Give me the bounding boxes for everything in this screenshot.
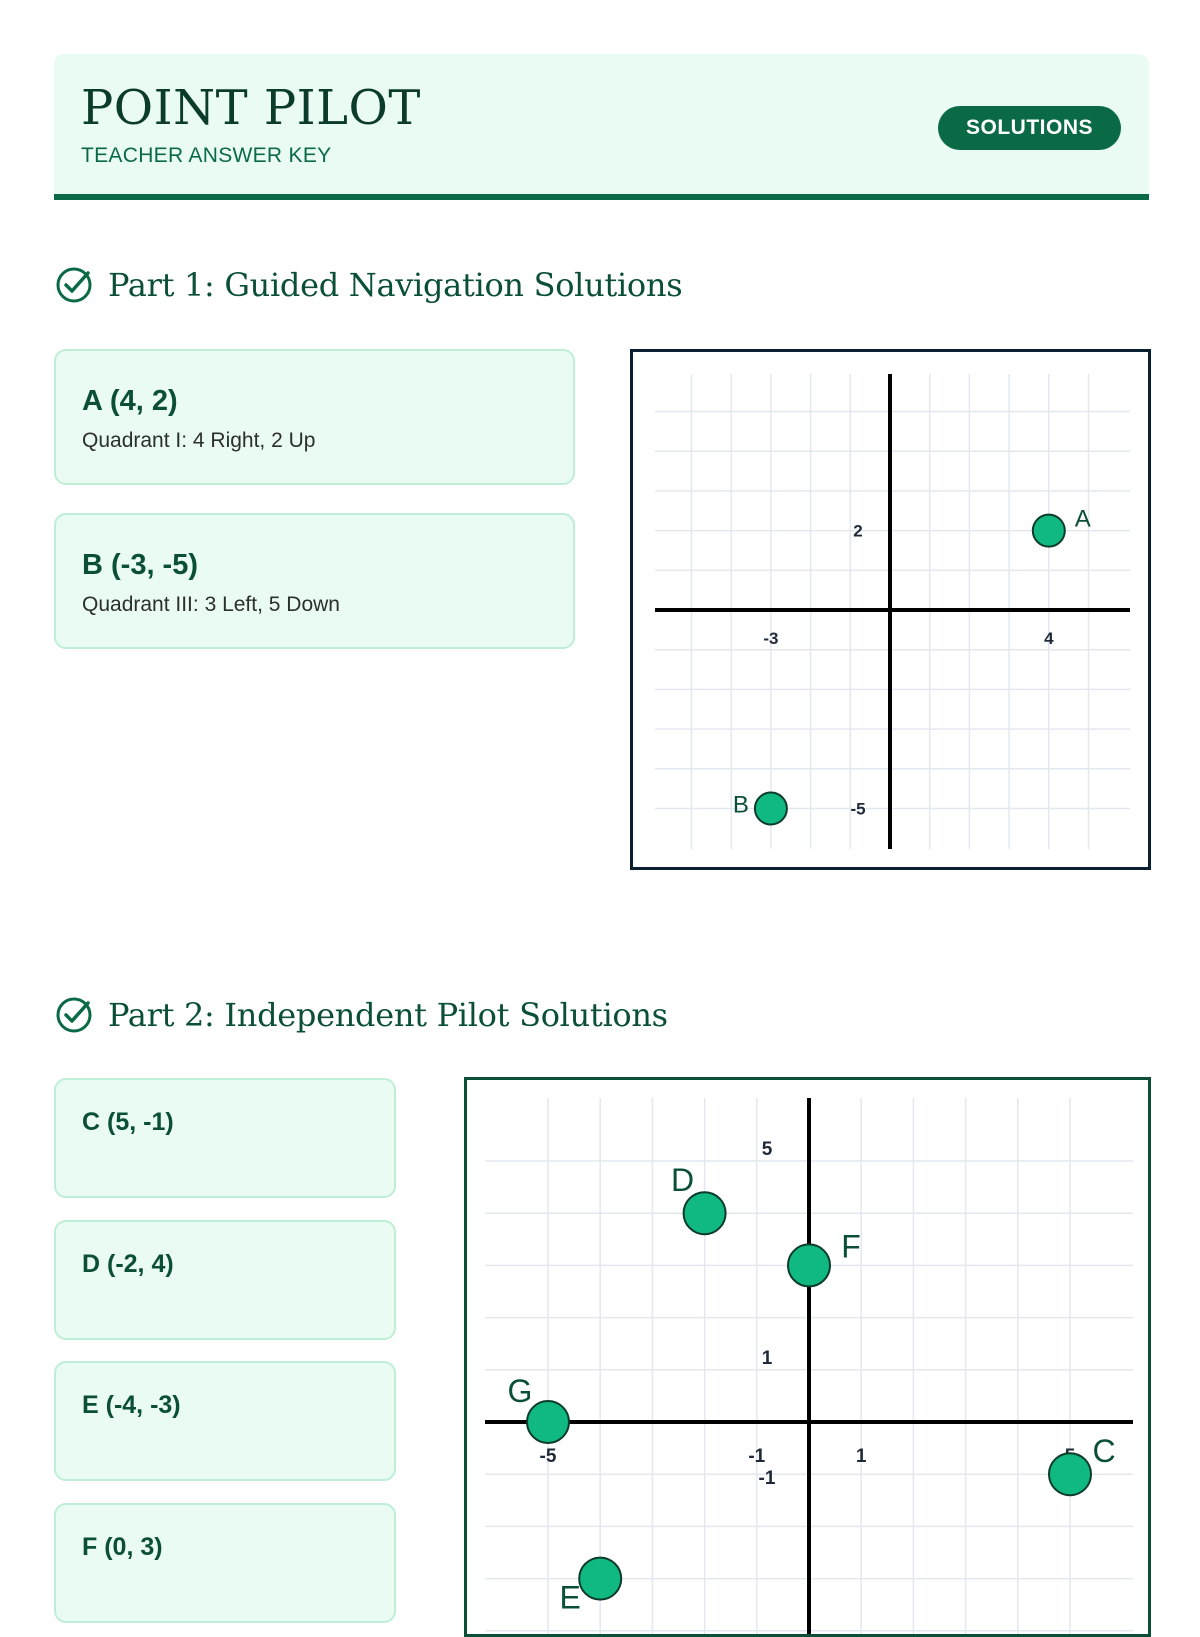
x-tick-label: -3 <box>763 629 779 648</box>
point-label-g: G <box>507 1373 533 1409</box>
page-subtitle: TEACHER ANSWER KEY <box>81 144 332 167</box>
x-tick-label: 4 <box>1044 629 1054 648</box>
check-circle-icon <box>54 995 94 1035</box>
part2-coordinate-grid <box>464 1077 1151 1637</box>
y-tick-label: -5 <box>850 799 866 819</box>
point-label-d: D <box>671 1162 695 1199</box>
point-marker-a <box>1033 515 1065 547</box>
point-marker-c <box>1049 1453 1091 1495</box>
card-title: C (5, -1) <box>82 1108 174 1136</box>
part2-heading <box>54 995 668 1035</box>
card-description: Quadrant III: 3 Left, 5 Down <box>82 593 340 616</box>
y-tick-label: -1 <box>758 1468 776 1490</box>
y-tick-label: 2 <box>853 521 863 541</box>
card-title: F (0, 3) <box>82 1533 163 1561</box>
point-marker-f <box>788 1244 830 1286</box>
solution-card-f <box>54 1503 396 1623</box>
point-label-b: B <box>732 791 749 819</box>
part1-title: Part 1: Guided Navigation Solutions <box>108 266 683 304</box>
card-title: A (4, 2) <box>82 385 178 417</box>
check-circle-icon <box>54 265 94 305</box>
solution-card-c <box>54 1078 396 1198</box>
x-tick-label: -5 <box>539 1446 557 1467</box>
part1-coordinate-grid <box>630 349 1151 870</box>
point-label-e: E <box>559 1579 581 1616</box>
card-title: D (-2, 4) <box>82 1250 174 1278</box>
y-tick-label: 5 <box>761 1139 773 1160</box>
solution-card-e <box>54 1361 396 1481</box>
point-label-c: C <box>1092 1433 1116 1470</box>
solution-card-a <box>54 349 575 485</box>
solution-card-d <box>54 1220 396 1340</box>
solution-card-b <box>54 513 575 649</box>
x-tick-label: -1 <box>748 1446 766 1467</box>
point-label-f: F <box>841 1228 861 1265</box>
x-tick-label: 1 <box>855 1446 867 1467</box>
point-marker-g <box>527 1401 569 1443</box>
point-marker-e <box>579 1558 621 1600</box>
point-marker-b <box>755 793 787 825</box>
part1-graph-svg <box>633 352 1148 867</box>
y-tick-label: 1 <box>761 1347 773 1369</box>
card-title: B (-3, -5) <box>82 549 198 581</box>
card-description: Quadrant I: 4 Right, 2 Up <box>82 429 316 452</box>
page-title: POINT PILOT <box>81 80 421 136</box>
part2-title: Part 2: Independent Pilot Solutions <box>108 996 668 1034</box>
header-banner <box>54 54 1149 200</box>
point-marker-d <box>684 1192 726 1234</box>
part2-graph-svg <box>467 1080 1148 1634</box>
card-title: E (-4, -3) <box>82 1391 181 1419</box>
solutions-badge: SOLUTIONS <box>938 106 1121 150</box>
point-label-a: A <box>1074 505 1091 533</box>
part1-heading <box>54 265 682 305</box>
